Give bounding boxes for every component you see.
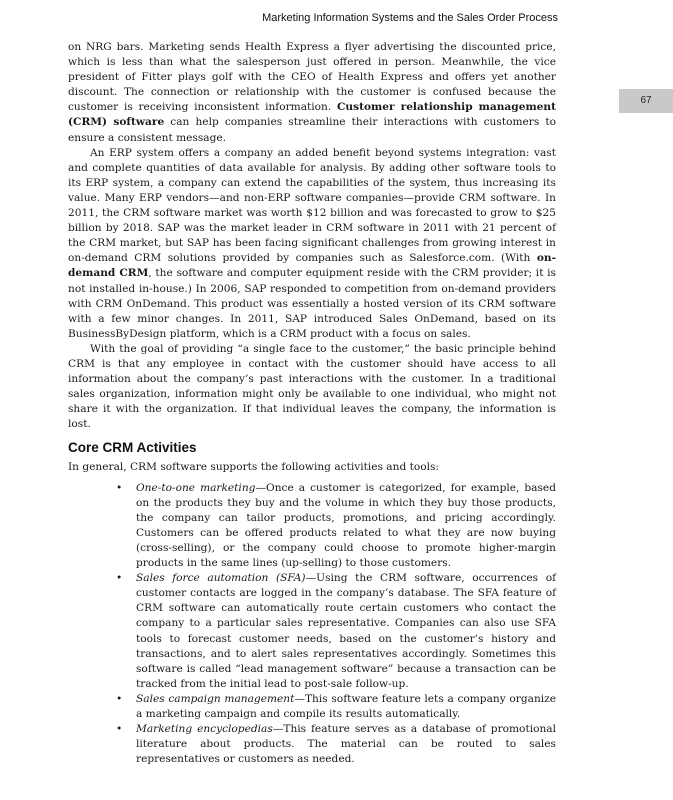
page-body bbox=[68, 40, 556, 767]
list-item-term: Sales force automation (SFA) bbox=[136, 572, 306, 585]
list-item-text: —Once a customer is categorized, for example, based on the products they buy and the volume in which they buy those products, the company can tailor products, promotions, and pricing accordingly. Customers can be offered products related to what they are now buying (cross-selling), or the company could choose to promote higher-margin products in the same lines (up-selling) to those customers. bbox=[136, 481, 556, 570]
section-lead: In general, CRM software supports the following activities and tools: bbox=[68, 460, 439, 473]
paragraph-1 bbox=[68, 40, 556, 146]
section-heading: Core CRM Activities bbox=[68, 440, 197, 456]
bullet-icon: • bbox=[116, 723, 123, 736]
list-item bbox=[116, 692, 557, 722]
list-item-term: One-to-one marketing bbox=[136, 481, 256, 494]
list-item-term: Marketing encyclopedias bbox=[136, 723, 273, 736]
paragraph-1-text-a: on NRG bars. Marketing sends Health Express a flyer advertising the discounted price, which is less than what the salesperson just offered in person. Meanwhile, the vice president of Fitter plays golf with the CEO of Health Express and offers yet another discount. The connection or relationship with the customer is confused because the customer is receiving inconsistent information. bbox=[68, 41, 556, 114]
bullet-icon: • bbox=[116, 572, 123, 585]
list-item-text: —This feature serves as a database of promotional literature about products. The material can be routed to sales representatives or customers as needed. bbox=[136, 723, 556, 766]
paragraph-2 bbox=[68, 146, 556, 342]
list-item bbox=[116, 481, 556, 572]
activities-list bbox=[68, 481, 556, 768]
paragraph-1-text-b: can help companies streamline their interactions with customers to ensure a consistent message. bbox=[68, 116, 557, 144]
page-number-tab: 67 bbox=[619, 89, 673, 113]
paragraph-2-text-b: , the software and computer equipment reside with the CRM provider; it is not installed in-house.) In 2006, SAP responded to competition from on-demand providers with CRM OnDemand. This product was essentially a hosted version of its CRM software with a few minor changes. In 2011, SAP introduced Sales OnDemand, based on its BusinessByDesign platform, which is a CRM product with a focus on sales. bbox=[68, 267, 556, 340]
paragraph-3: With the goal of providing “a single face to the customer,” the basic principle behind CRM is that any employee in contact with the customer should have access to all information about the company’s past interactions with the customer. In a traditional sales organization, information might only be available to one individual, who might not share it with the organization. If that individual leaves the company, the information is lost. bbox=[68, 342, 556, 431]
bullet-icon: • bbox=[116, 692, 123, 705]
list-item bbox=[116, 722, 556, 767]
bullet-icon: • bbox=[116, 481, 123, 494]
list-item bbox=[116, 571, 556, 692]
term-on-demand-crm: on-demand CRM bbox=[68, 252, 556, 280]
list-item-term: Sales campaign management bbox=[136, 692, 295, 705]
term-crm-software: Customer relationship management (CRM) software bbox=[68, 101, 556, 129]
paragraph-2-text-a: An ERP system offers a company an added benefit beyond systems integration: vast and complete quantities of data available for analysis. By adding other software tools to its ERP system, a company can extend the capabilities of the system, thus increasing its value. Many ERP vendors—and non-ERP software companies—provide CRM software. In 2011, the CRM software market was worth $12 billion and was forecasted to grow to $25 billion by 2018. SAP was the market leader in CRM software in 2011 with 21 percent of the CRM market, but SAP has been facing significant challenges from growing interest in on-demand CRM solutions provided by companies such as Salesforce.com. (With bbox=[68, 146, 556, 265]
list-item-text: —Using the CRM software, occurrences of customer contacts are logged in the company’s database. The SFA feature of CRM software can automatically route certain customers who contact the company to a particular sales representative. Companies can also use SFA tools to forecast customer needs, based on the customer’s history and transactions, and to alert sales representatives accordingly. Sometimes this software is called “lead management software” because a transaction can be tracked from the initial lead to post-sale follow-up. bbox=[136, 572, 556, 690]
running-head: Marketing Information Systems and the Sales Order Process bbox=[262, 12, 558, 24]
list-item-text: —This software feature lets a company organize a marketing campaign and compile its results automatically. bbox=[136, 692, 557, 721]
